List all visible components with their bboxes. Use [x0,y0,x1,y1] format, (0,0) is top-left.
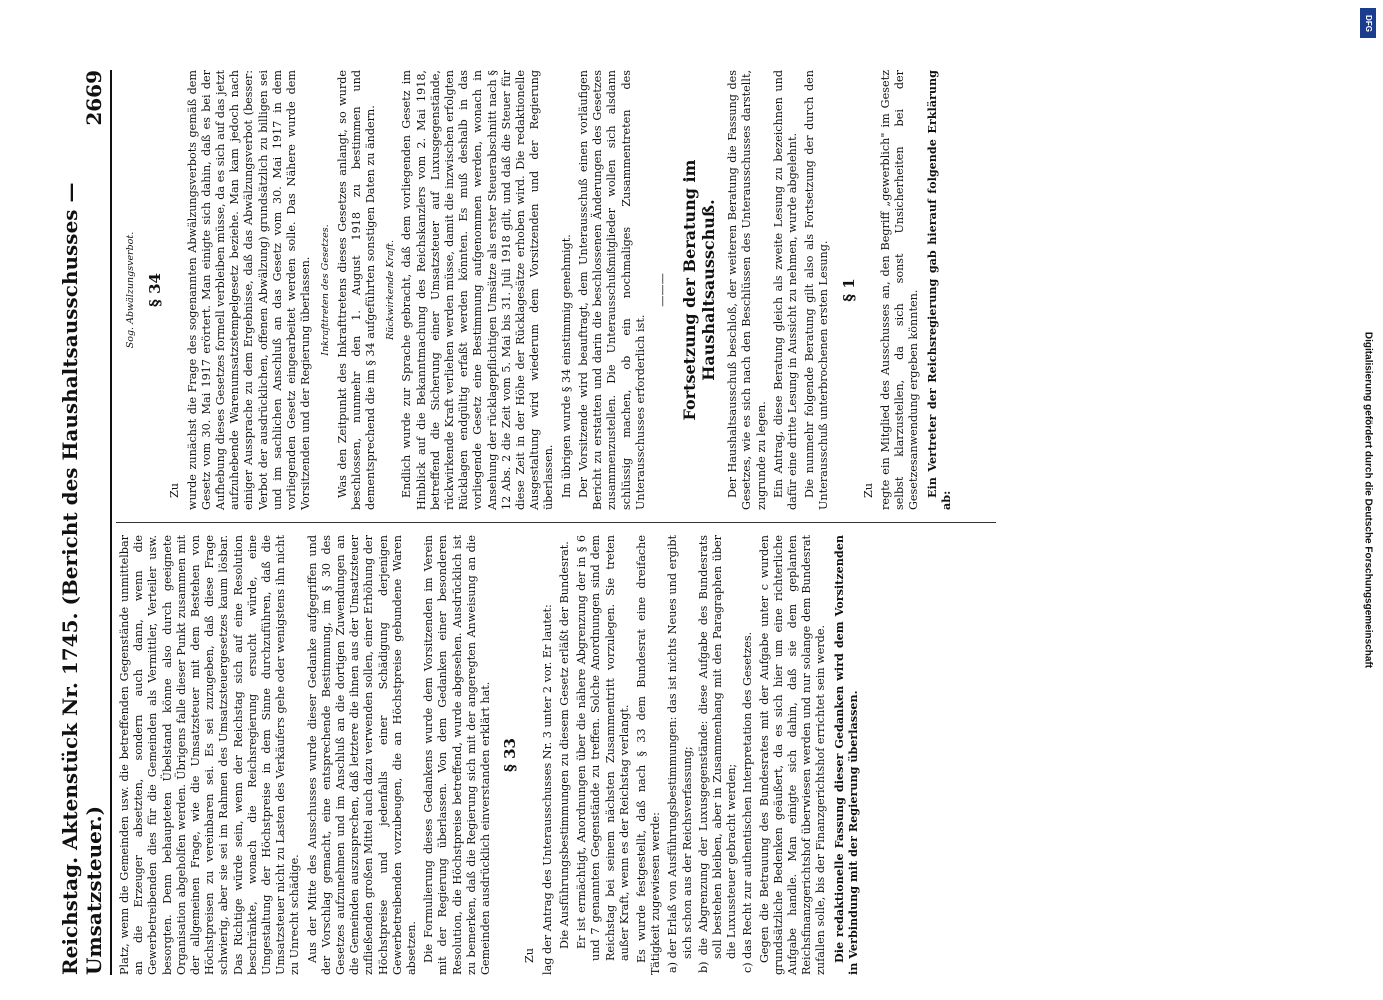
paragraph: Endlich wurde zur Sprache gebracht, daß dem vorliegenden Gesetz im Hinblick auf die Bekanntmachung des Reichskanzlers vom 2. Mai 1918, betreffend die Sicherung einer Umsatzsteuer auf Luxusgegenstände, rückwirkende Kraft verliehen werden müsse, damit die inzwischen erfolgten Rücklagen endgültig erfaßt werden könnten. Es muß deshalb in das vorliegende Gesetz eine Bestimmung aufgenommen werden, wonach in Ansehung der rücklagepflichtigen Umsätze als erster Steuerabschnitt nach § 12 Abs. 2 die Zeit vom 5. Mai bis 31. Juli 1918 gilt, und daß die Steuer für diese Zeit in der Höhe der Rücklagesätze erhoben wird. Die redaktionelle Ausgestaltung wird wiederum dem Vorsitzenden und der Regierung überlassen. [400,70,556,510]
column-divider [116,522,996,523]
zu-label: Zu [168,483,182,498]
major-heading: Fortsetzung der Beratung im Haushaltsausschuß. [680,159,719,421]
paragraph: Der Vorsitzende wird beauftragt, dem Unterausschuß einen vorläufigen Bericht zu erstatten und darin die beschlossenen Änderungen des Gesetzes zusammenzustellen. Die Unterausschußmitglieder wollen sich alsdann schlüssig machen, ob ein nochmaliges Zusammentreten des Unterausschusses erforderlich ist. [576,70,647,510]
page-number: 2669 [82,70,106,126]
marginal-heading: Inkrafttreten des Gesetzes. [320,224,332,356]
digitization-sidebar [1359,0,1377,1000]
digitization-note: Digitalisierung gefördert durch die Deutsche Forschungsgemeinschaft [1362,331,1374,669]
right-column [118,70,956,510]
paragraph: wurde zunächst die Frage des sogenannten Abwälzungsverbots gemäß dem Gesetz vom 30. Mai 1917 erörtert. Man einigte sich dahin, daß es bei der Aufhebung dieses Gesetzes formell verbleiben müsse, da es sich auf das jetzt aufzuhebende Warenumsatzstempelgesetz beziehe. Man kam jedoch nach einiger Aussprache zu dem Ergebnisse, daß das Abwälzungsverbot (besser: Verbot der ausdrücklichen, offenen Abwälzung) grundsätzlich zu billigen sei und im sachlichen Anschluß an das Gesetz vom 30. Mai 1917 in dem vorliegenden Gesetz eingearbeitet werden solle. Das Nähere wurde dem Vorsitzenden und der Regierung überlassen. [185,70,313,510]
paragraph: Die Formulierung dieses Gedankens wurde dem Vorsitzenden im Verein mit der Regierung überlassen. Von dem Gedanken einer besonderen Resolution, die Höchstpreise betreffend, wurde abgesehen. Ausdrücklich ist zu bemerken, daß die Regierung sich mit der angeregten Anweisung an die Gemeinden ausdrücklich einverstanden erklärt hat. [422,535,493,975]
paragraph: regte ein Mitglied des Ausschusses an, den Begriff „gewerblich" im Gesetz selbst klarzustellen, da sich sonst Unsicherheiten bei der Gesetzesanwendung ergeben könnten. [878,70,921,510]
paragraph: Aus der Mitte des Ausschusses wurde dieser Gedanke aufgegriffen und der Vorschlag gemacht, eine entsprechende Bestimmung, im § 30 des Gesetzes aufzunehmen und im Anschluß an die dortigen Zuwendungen an die Gemeinden auszusprechen, daß letztere die ihnen aus der Umsatzsteuer zufließenden großen Mittel auch dazu verwenden sollen, einer Erhöhung der Höchstpreise und jedenfalls einer Schädigung derjenigen Gewerbetreibenden vorzubeugen, die an Höchstpreise gebundene Waren absetzen. [305,535,419,975]
quoted-text: Er ist ermächtigt, Anordnungen über die nähere Abgrenzung der in § 6 und 7 genannten Gegenstände zu treffen. Solche Anordnungen sind dem Reichstag bei seinem nächsten Zusammentritt vorzulegen. Sie treten außer Kraft, wenn es der Reichstag verlangt. [575,535,631,961]
section-heading-1: § 1 [839,278,858,302]
logo-text: DFG [1363,14,1373,32]
quoted-text: Die Ausführungsbestimmungen zu diesem Gesetz erläßt der Bundesrat. [557,541,571,949]
paragraph: Die redaktionelle Fassung dieser Gedanken wird dem Vorsitzenden in Verbindung mit der Regierung überlassen. [831,535,860,975]
paragraph: Gegen die Betrauung des Bundesrates mit der Aufgabe unter c wurden grundsätzliche Bedenken geäußert, da es sich hier um eine richterliche Aufgabe handle. Man einigte sich dahin, daß sie dem geplanten Reichsfinanzgerichtshof überwiesen werden und nur solange dem Bundesrat zufallen solle, bis der Finanzgerichtshof errichtet sein werde. [757,535,828,975]
page-header [58,70,112,975]
zu-label: Zu [523,948,537,963]
list-item: c) das Recht zur authentischen Interpretation des Gesetzes. [741,631,755,973]
paragraph: Im übrigen wurde § 34 einstimmig genehmigt. [559,234,573,498]
paragraph: Der Haushaltsausschuß beschloß, der weiteren Beratung die Fassung des Gesetzes, wie es sich nach den Beschlüssen des Unterausschusses darstellt, zugrunde zu legen. [726,70,768,510]
list-item: a) der Erlaß von Ausführungsbestimmungen: das ist nichts Neues und ergibt sich schon aus der Reichsverfassung; [666,535,694,973]
section-heading-34: § 34 [146,273,165,307]
paragraph: Ein Vertreter der Reichsregierung gab hierauf folgende Erklärung ab: [924,70,953,510]
paragraph: Es wurde festgestellt, daß nach § 33 dem Bundesrat eine dreifache Tätigkeit zugewiesen werde: [634,535,663,975]
marginal-heading: Rückwirkende Kraft. [385,240,397,340]
left-column [118,535,863,975]
paragraph: lag der Antrag des Unterausschusses Nr. 3 unter 2 vor. Er lautet: [540,604,554,975]
marginal-heading: Sog. Abwälzungsverbot. [125,231,136,349]
paragraph: Ein Antrag, diese Beratung gleich als zweite Lesung zu bezeichnen und dafür eine dritte Lesung in Aussicht zu nehmen, wurde abgelehnt. [771,70,799,510]
paragraph: Was den Zeitpunkt des Inkrafttretens dieses Gesetzes anlangt, so wurde beschlossen, nunmehr den 1. August 1918 zu bestimmen und dementsprechend die im § 34 aufgeführten sonstigen Daten zu ändern. [335,70,378,510]
separator: ——— [655,273,669,307]
section-heading-33: § 33 [501,738,520,772]
paragraph: Die nunmehr folgende Beratung gilt also als Fortsetzung der durch den Unterausschuß unterbrochenen ersten Lesung. [803,70,831,510]
paragraph: Platz, wenn die Gemeinden usw. die betreffenden Gegenstände unmittelbar an die Erzeuger absetzten, sondern auch dann, wenn die Gewerbetreibenden dies für die Gemeinden als Vermittler, Verteiler usw. besorgten. Denn behaupteten Übelstand könne also durch geeignete Organisation abgeholfen werden. Übrigens falle dieser Punkt zusammen mit der allgemeinen Frage, wie die Umsatzsteuer mit dem Bestehen von Höchstpreisen zu vereinbaren sei. Es sei zuzugeben, daß diese Frage schwierig, aber sie sei im Rahmen des Umsatzsteuergesetzes kaum lösbar. Das Richtige würde sein, wenn der Reichstag sich auf eine Resolution beschränkte, wonach die Reichsregierung ersucht würde, eine Umgestaltung der Höchstpreise in dem Sinne durchzuführen, daß die Umsatzsteuer nicht zu Lasten des Verkäufers gehe oder wenigstens ihn nicht zu Unrecht schädige. [118,535,302,975]
rotated-page [58,55,1383,985]
zu-label: Zu [861,483,875,498]
running-title: Reichstag. Aktenstück Nr. 1745. (Bericht des Haushaltsausschusses — Umsatzsteuer.) [58,182,106,975]
list-item: b) die Abgrenzung der Luxusgegenstände: diese Aufgabe des Bundesrats soll bestehen bleiben, aber in Zusammenhang mit den Paragraphen über die Luxussteuer gebracht werden; [696,535,739,973]
